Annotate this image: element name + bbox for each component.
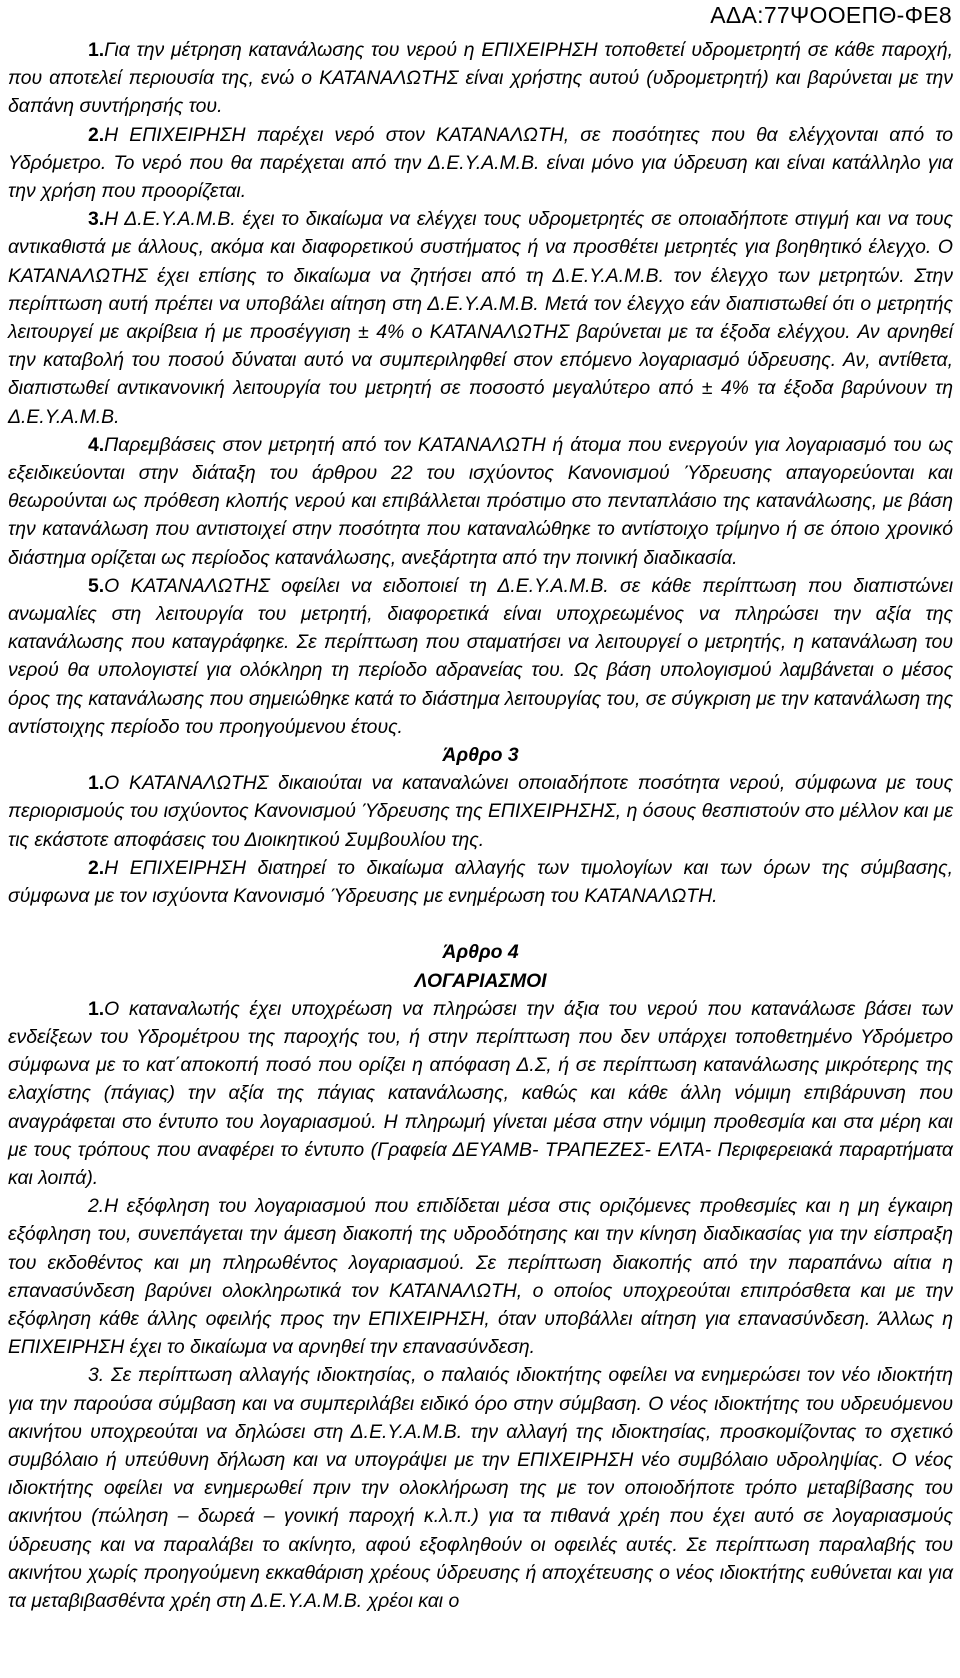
paragraph-2 [8,121,953,206]
paragraph-3 [8,205,953,431]
article-3-paragraph-2 [8,854,953,910]
article-4-subheading: ΛΟΓΑΡΙΑΣΜΟΙ [414,969,547,992]
paragraph-text: Ο καταναλωτής έχει υποχρέωση να πληρώσει την άξια του νερού που κατανάλωσε βάσει των ενδείξεων του Υδρομέτρου της παροχής του, ή στην περίπτωση που δεν υπάρχει τοποθετημένο Υδρόμετρο σύμφωνα με το κατ΄αποκοπή ποσό που ορίζει η απόφαση Δ.Σ, ή σε περίπτωση κατανάλωσης μικρότερης της ελαχίστης (πάγιας) την αξία της πάγιας κατανάλωσης, καθώς και κάθε άλλη νόμιμη επιβάρυνση που αναγράφεται στο έντυπο του λογαριασμού. Η πληρωμή γίνεται μέσα στην νόμιμη προθεσμία και στα μέρη και με τους τρόπους που αναφέρει το έντυπο (Γραφεία ΔΕΥΑΜΒ- ΤΡΑΠΕΖΕΣ- ΕΛΤΑ- Περιφερειακά παραρτήματα και λοιπά). [8,997,953,1189]
paragraph-text: Ο ΚΑΤΑΝΑΛΩΤΗΣ δικαιούται να καταναλώνει οποιαδήποτε ποσότητα νερού, σύμφωνα με τους περιορισμούς του ισχύοντος Κανονισμού Ύδρευσης της ΕΠΙΧΕΙΡΗΣΗΣ, η όσους θεσπιστούν στο μέλλον και με τις εκάστοτε αποφάσεις του Διοικητικού Συμβουλίου της. [8,772,953,851]
article-4-paragraph-2 [8,1192,953,1361]
paragraph-number: 2. [88,856,105,879]
paragraph-number: 5. [88,574,105,597]
paragraph-text: Για την μέτρηση κατανάλωσης του νερού η ΕΠΙΧΕΙΡΗΣΗ τοποθετεί υδρομετρητή σε κάθε παροχή, που αποτελεί περιουσία της, ενώ ο ΚΑΤΑΝΑΛΩΤΗΣ είναι χρήστης αυτού (υδρομετρητή) και βαρύνεται με την δαπάνη συντήρησής του. [8,39,953,118]
paragraph-text: Σε περίπτωση αλλαγής ιδιοκτησίας, ο παλαιός ιδιοκτήτης οφείλει να ενημερώσει τον νέο ιδιοκτήτη για την παρούσα σύμβαση και να συμπεριλάβει ειδικό όρο στην σύμβαση. Ο νέος ιδιοκτήτης του υδρευόμενου ακινήτου υποχρεούται να δηλώσει στη Δ.Ε.Υ.Α.Μ.Β. την αλλαγή της ιδιοκτησίας, προσκομίζοντας το σχετικό συμβόλαιο ή υπεύθυνη δήλωση και να υπογράψει με την ΕΠΙΧΕΙΡΗΣΗ νέο συμβόλαιο υδροληψίας. Ο νέος ιδιοκτήτης οφείλει να ενημερωθεί πριν την ολοκλήρωση της με τον οποιοδήποτε τρόπο μεταβίβασης του ακινήτου (πώληση – δωρεά – γονική παροχή κ.λ.π.) για τα πιθανά χρέη που έχει αυτό σε λογαριασμούς ύδρευσης και να παραλάβει το ακίνητο, αφού εξοφληθούν οι οφειλές αυτές. Σε περίπτωση παραλαβής του ακινήτου χωρίς προηγούμενη εκκαθάριση χρέους ύδρευσης ή αποχέτευσης ο νέος ιδιοκτήτης ευθύνεται και για τα μεταβιβασθέντα χρέη στη Δ.Ε.Υ.Α.Μ.Β. χρέοι και ο [8,1364,953,1612]
article-4-heading: Άρθρο 4 [442,941,519,964]
paragraph-text: Η Δ.Ε.Υ.Α.Μ.Β. έχει το δικαίωμα να ελέγχει τους υδρομετρητές σε οποιαδήποτε στιγμή και να τους αντικαθιστά με άλλους, ακόμα και διαφορετικού συστήματος ή να προσθέτει μετρητές για βοηθητικό έλεγχο. Ο ΚΑΤΑΝΑΛΩΤΗΣ έχει επίσης το δικαίωμα να ζητήσει από τη Δ.Ε.Υ.Α.Μ.Β. τον έλεγχο των μετρητών. Στην περίπτωση αυτή πρέπει να υποβάλει αίτηση στη Δ.Ε.Υ.Α.Μ.Β. Μετά τον έλεγχο εάν διαπιστωθεί ότι ο μετρητής λειτουργεί με ακρίβεια ή με προσέγγιση ± 4% ο ΚΑΤΑΝΑΛΩΤΗΣ βαρύνεται με τα έξοδα ελέγχου. Αν αρνηθεί την καταβολή του ποσού δύναται αυτό να συμπεριληφθεί στον επόμενο λογαριασμό ύδρευσης. Αν, αντίθετα, διαπιστωθεί αντικανονική λειτουργία του μετρητή σε ποσοστό μεγαλύτερο από ± 4% τα έξοδα βαρύνουν τη Δ.Ε.Υ.Α.Μ.Β. [8,208,953,428]
paragraph-text: Παρεμβάσεις στον μετρητή από τον ΚΑΤΑΝΑΛΩΤΗ ή άτομα που ενεργούν για λογαριασμό του ως εξειδικεύονται στην διάταξη του άρθρου 22 του ισχύοντος Κανονισμού Ύδρευσης απαγορεύονται και θεωρούνται ως πρόθεση κλοπής νερού και επιβάλλεται πρόστιμο στο πενταπλάσιο της κατανάλωσης, με βάση την κατανάλωση που αντιστοιχεί στην ποσότητα που καταναλώθηκε το αντίστοιχο τρίμηνο ή σε όποιο χρονικό διάστημα ορίζεται ως περίοδος κατανάλωσης, ανεξάρτητα από την ποινική διαδικασία. [8,433,953,569]
paragraph-text: Η ΕΠΙΧΕΙΡΗΣΗ παρέχει νερό στον ΚΑΤΑΝΑΛΩΤΗ, σε ποσότητες που θα ελέγχονται από το Υδρόμετρο. Το νερό που θα παρέχεται από την Δ.Ε.Υ.Α.Μ.Β. είναι μόνο για ύδρευση και είναι κατάλληλο για την χρήση που προορίζεται. [8,123,953,203]
paragraph-1 [8,36,953,121]
spacer [8,910,953,938]
ada-code: ΑΔΑ:77ΨΟΟΕΠΘ-ΦΕ8 [710,2,952,28]
paragraph-number: 1. [88,39,105,61]
article-4-paragraph-3 [8,1361,953,1615]
paragraph-number: 2. [88,123,105,146]
paragraph-4 [8,431,953,572]
paragraph-text: Η ΕΠΙΧΕΙΡΗΣΗ διατηρεί το δικαίωμα αλλαγής των τιμολογίων και των όρων της σύμβασης, σύμφωνα με τον ισχύοντα Κανονισμό Ύδρευσης με ενημέρωση του ΚΑΤΑΝΑΛΩΤΗ. [8,856,953,908]
paragraph-text: Η εξόφληση του λογαριασμού που επιδίδεται μέσα στις οριζόμενες προθεσμίες και η μη έγκαιρη εξόφληση του, συνεπάγεται την άμεση διακοπή της υδροδότησης και την κίνηση διαδικασίας για την είσπραξη του εκδοθέντος και μη πληρωθέντος λογαριασμού. Σε περίπτωση διακοπής από την παραπάνω αίτια η επανασύνδεση βαρύνει ολοκληρωτικά τον ΚΑΤΑΝΑΛΩΤΗ, ο οποίος υποχρεούται επιπρόσθετα και με την εξόφληση κάθε άλλης οφειλής προς την ΕΠΙΧΕΙΡΗΣΗ, όταν υποβάλλει αίτηση για επανασύνδεση. Άλλως η ΕΠΙΧΕΙΡΗΣΗ έχει το δικαίωμα να αρνηθεί την επανασύνδεση. [8,1195,953,1359]
paragraph-5 [8,572,953,741]
article-3-paragraph-1 [8,769,953,854]
paragraph-number: 1. [88,772,105,795]
paragraph-number: 2. [88,1195,105,1218]
paragraph-number: 4. [88,433,105,456]
article-3-heading: Άρθρο 3 [442,744,519,767]
paragraph-number: 1. [88,997,105,1020]
paragraph-number: 3. [88,208,105,231]
article-4-paragraph-1 [8,995,953,1192]
paragraph-number: 3. [88,1364,105,1387]
paragraph-text: Ο ΚΑΤΑΝΑΛΩΤΗΣ οφείλει να ειδοποιεί τη Δ.Ε.Υ.Α.Μ.Β. σε κάθε περίπτωση που διαπιστώνει ανωμαλίες στη λειτουργία του μετρητή, διαφορετικά είναι υποχρεωμένος να πληρώσει την αξία της κατανάλωσης που καταγράφηκε. Σε περίπτωση που σταματήσει να λειτουργεί ο μετρητής, η κατανάλωση του νερού θα υπολογιστεί για ολόκληρη τη περίοδο αδρανείας του. Ως βάση υπολογισμού λαμβάνεται ο μέσος όρος της κατανάλωσης που σημειώθηκε κατά το διάστημα λειτουργίας του, σε σύγκριση με την κατανάλωση της αντίστοιχης περίοδο του προηγούμενου έτους. [8,574,953,738]
document-body [8,36,953,1615]
